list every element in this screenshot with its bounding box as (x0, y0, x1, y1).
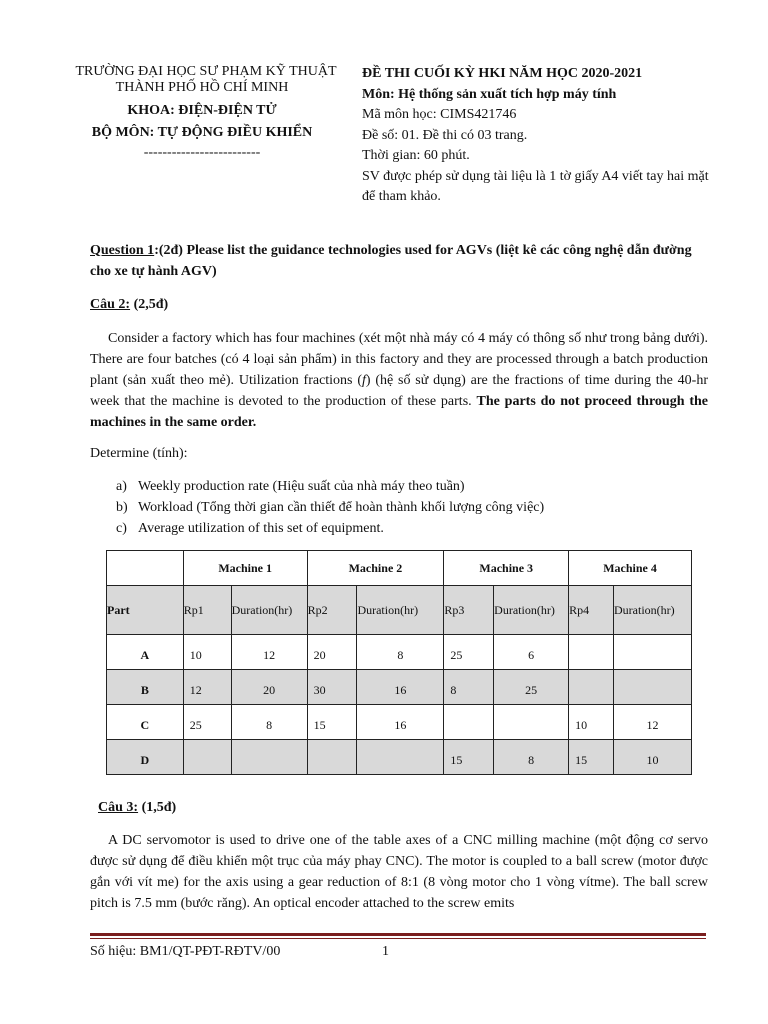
question-3-paragraph: A DC servomotor is used to drive one of the table axes of a CNC milling machine (một động cơ servo được sử dụng để điều khiển một trục của máy phay CNC). The motor is coupled to a ball screw (motor được gắn với vít me) for the axis using a gear reduction of 8:1 (8 vòng motor cho 1 vòng vítme). The ball screw pitch is 7.5 mm (bước răng). An optical encoder attached to the screw emits (90, 833, 708, 911)
task-list (116, 476, 716, 539)
cell-text: 25 (450, 647, 463, 662)
table-subheader: Rp4 (569, 586, 614, 635)
table-cell (494, 705, 569, 740)
table-header-machine: Machine 3 (444, 551, 569, 586)
subject-name: Môn: Hệ thống sản xuất tích hợp máy tính (362, 86, 617, 102)
cell-text: 12 (189, 682, 202, 697)
question-2-label: Câu 2: (90, 297, 131, 312)
footer-rule-thin (90, 938, 706, 939)
list-item (116, 476, 716, 497)
list-item-text: Workload (Tổng thời gian cần thiết để hoàn thành khối lượng công việc) (138, 500, 545, 515)
cell-text (314, 755, 357, 760)
question-2-points: (2,5đ) (130, 297, 169, 312)
cell-text: 20 (313, 647, 326, 662)
question-2-paragraph (90, 328, 708, 433)
table-row (107, 740, 692, 775)
footer-rule-thick (90, 933, 706, 936)
cell-text (494, 720, 568, 725)
question-1-label: Question 1 (90, 243, 155, 258)
table-cell (307, 705, 357, 740)
cell-text: 8 (266, 717, 273, 732)
determine-label: Determine (tính): (90, 446, 188, 461)
list-item-marker: c) (116, 521, 127, 536)
table-row (107, 635, 692, 670)
table-cell (444, 705, 494, 740)
table-cell (357, 705, 444, 740)
table-cell (494, 670, 569, 705)
cell-text: 16 (394, 682, 407, 697)
machine-table (106, 550, 692, 775)
question-3-heading (98, 798, 716, 818)
cell-text (450, 720, 493, 725)
list-item (116, 518, 716, 539)
question-2-text-a: Consider a factory which has four machines (xét một nhà máy có 4 máy có thông số như trong bảng dưới). There are four batches (có 4 loại sản phẩm) in this factory and they are processed through a batch production plant (sản xuất theo mẻ). Utilization fractions ( (90, 331, 708, 388)
document-code: Số hiệu: BM1/QT-PĐT-RĐTV/00 (90, 944, 281, 959)
table-cell (183, 635, 231, 670)
materials-note: SV được phép sử dụng tài liệu là 1 tờ giấy A4 viết tay hai mặt để tham khảo. (362, 168, 709, 204)
table-cell (614, 635, 692, 670)
cell-text: 15 (575, 752, 588, 767)
header-divider: ------------------------- (143, 145, 261, 160)
cell-text: 15 (313, 717, 326, 732)
university-name-line1: TRƯỜNG ĐẠI HỌC SƯ PHẠM KỸ THUẬT (75, 64, 337, 79)
question-1 (90, 240, 708, 282)
table-subheader: Part (107, 586, 184, 635)
table-cell (231, 635, 307, 670)
table-cell (183, 740, 231, 775)
table-cell (614, 740, 692, 775)
table-cell (444, 635, 494, 670)
cell-text: 15 (450, 752, 463, 767)
table-header-machine: Machine 1 (183, 551, 307, 586)
question-2-text-b: ) (hệ số sử dụng) are the fractions of time during the 40-hr week that the machine is devoted to the production of these parts. (90, 373, 708, 409)
table-cell (231, 740, 307, 775)
table-cell (357, 670, 444, 705)
cell-text: 16 (394, 717, 407, 732)
cell-text: 20 (263, 682, 276, 697)
table-header-machine: Machine 2 (307, 551, 444, 586)
table-cell (569, 670, 614, 705)
department-name: BỘ MÔN: TỰ ĐỘNG ĐIỀU KHIỂN (91, 125, 313, 140)
cell-text: D (140, 752, 150, 767)
cell-text: B (140, 682, 149, 697)
exam-title: ĐỀ THI CUỐI KỲ HKI NĂM HỌC 2020-2021 (362, 66, 643, 81)
cell-text: 8 (450, 682, 457, 697)
cell-text: 12 (646, 717, 659, 732)
table-cell (183, 705, 231, 740)
table-cell-part (107, 635, 184, 670)
table-subheader: Rp1 (183, 586, 231, 635)
cell-text: 8 (528, 752, 535, 767)
cell-text: 10 (189, 647, 202, 662)
table-header-blank (107, 551, 184, 586)
table-header-row (107, 551, 692, 586)
table-cell (569, 635, 614, 670)
table-subheader: Duration(hr) (614, 586, 692, 635)
table-cell (307, 670, 357, 705)
question-1-text: :(2đ) Please list the guidance technologies used for AGVs (liệt kê các công nghệ dẫn đường cho xe tự hành AGV) (90, 243, 692, 279)
table-cell-part (107, 705, 184, 740)
table-cell (614, 670, 692, 705)
table-subheader-row (107, 586, 692, 635)
table-subheader: Rp2 (307, 586, 357, 635)
table-cell (614, 705, 692, 740)
cell-text: C (140, 717, 150, 732)
list-item-marker: b) (116, 500, 128, 515)
cell-text (614, 685, 691, 690)
table-cell (307, 635, 357, 670)
header-right (362, 64, 722, 208)
table-cell (569, 740, 614, 775)
table-subheader: Duration(hr) (494, 586, 569, 635)
question-2-emphasis: The parts do not proceed through the machines in the same order. (90, 394, 708, 430)
table-cell (357, 635, 444, 670)
table-subheader: Rp3 (444, 586, 494, 635)
question-3-points: (1,5đ) (138, 800, 177, 815)
cell-text (357, 755, 443, 760)
table-row (107, 670, 692, 705)
cell-text (575, 685, 613, 690)
utilization-symbol: f (361, 373, 366, 388)
cell-text: 6 (528, 647, 535, 662)
list-item-text: Weekly production rate (Hiệu suất của nhà máy theo tuần) (138, 479, 465, 494)
cell-text: A (140, 647, 150, 662)
list-item-text: Average utilization of this set of equipment. (138, 521, 384, 536)
table-cell (569, 705, 614, 740)
faculty-name: KHOA: ĐIỆN-ĐIỆN TỬ (127, 103, 277, 118)
header-left (62, 64, 342, 161)
university-name-line2: THÀNH PHỐ HỒ CHÍ MINH (115, 80, 289, 95)
cell-text (614, 650, 691, 655)
table-row (107, 705, 692, 740)
list-item-marker: a) (116, 479, 127, 494)
list-item (116, 497, 716, 518)
cell-text (575, 650, 613, 655)
cell-text: 10 (575, 717, 588, 732)
table-cell (357, 740, 444, 775)
table-cell (444, 670, 494, 705)
cell-text: 8 (397, 647, 404, 662)
table-cell (494, 740, 569, 775)
cell-text (190, 755, 231, 760)
question-3-label: Câu 3: (98, 800, 139, 815)
table-cell (444, 740, 494, 775)
cell-text: 25 (189, 717, 202, 732)
cell-text: 30 (313, 682, 326, 697)
table-cell-part (107, 670, 184, 705)
question-2-heading (90, 295, 708, 315)
table-cell (494, 635, 569, 670)
table-subheader: Duration(hr) (357, 586, 444, 635)
subject-code: Mã môn học: CIMS421746 (362, 107, 517, 122)
cell-text (232, 755, 307, 760)
cell-text: 12 (263, 647, 276, 662)
table-cell (183, 670, 231, 705)
cell-text: 10 (646, 752, 659, 767)
cell-text: 25 (525, 682, 538, 697)
table-header-machine: Machine 4 (569, 551, 692, 586)
table-subheader: Duration(hr) (231, 586, 307, 635)
exam-duration: Thời gian: 60 phút. (362, 148, 470, 163)
exam-number: Đề số: 01. Đề thi có 03 trang. (362, 127, 528, 143)
table-cell (307, 740, 357, 775)
page-number: 1 (382, 944, 389, 959)
table-cell-part (107, 740, 184, 775)
table-cell (231, 705, 307, 740)
table-cell (231, 670, 307, 705)
